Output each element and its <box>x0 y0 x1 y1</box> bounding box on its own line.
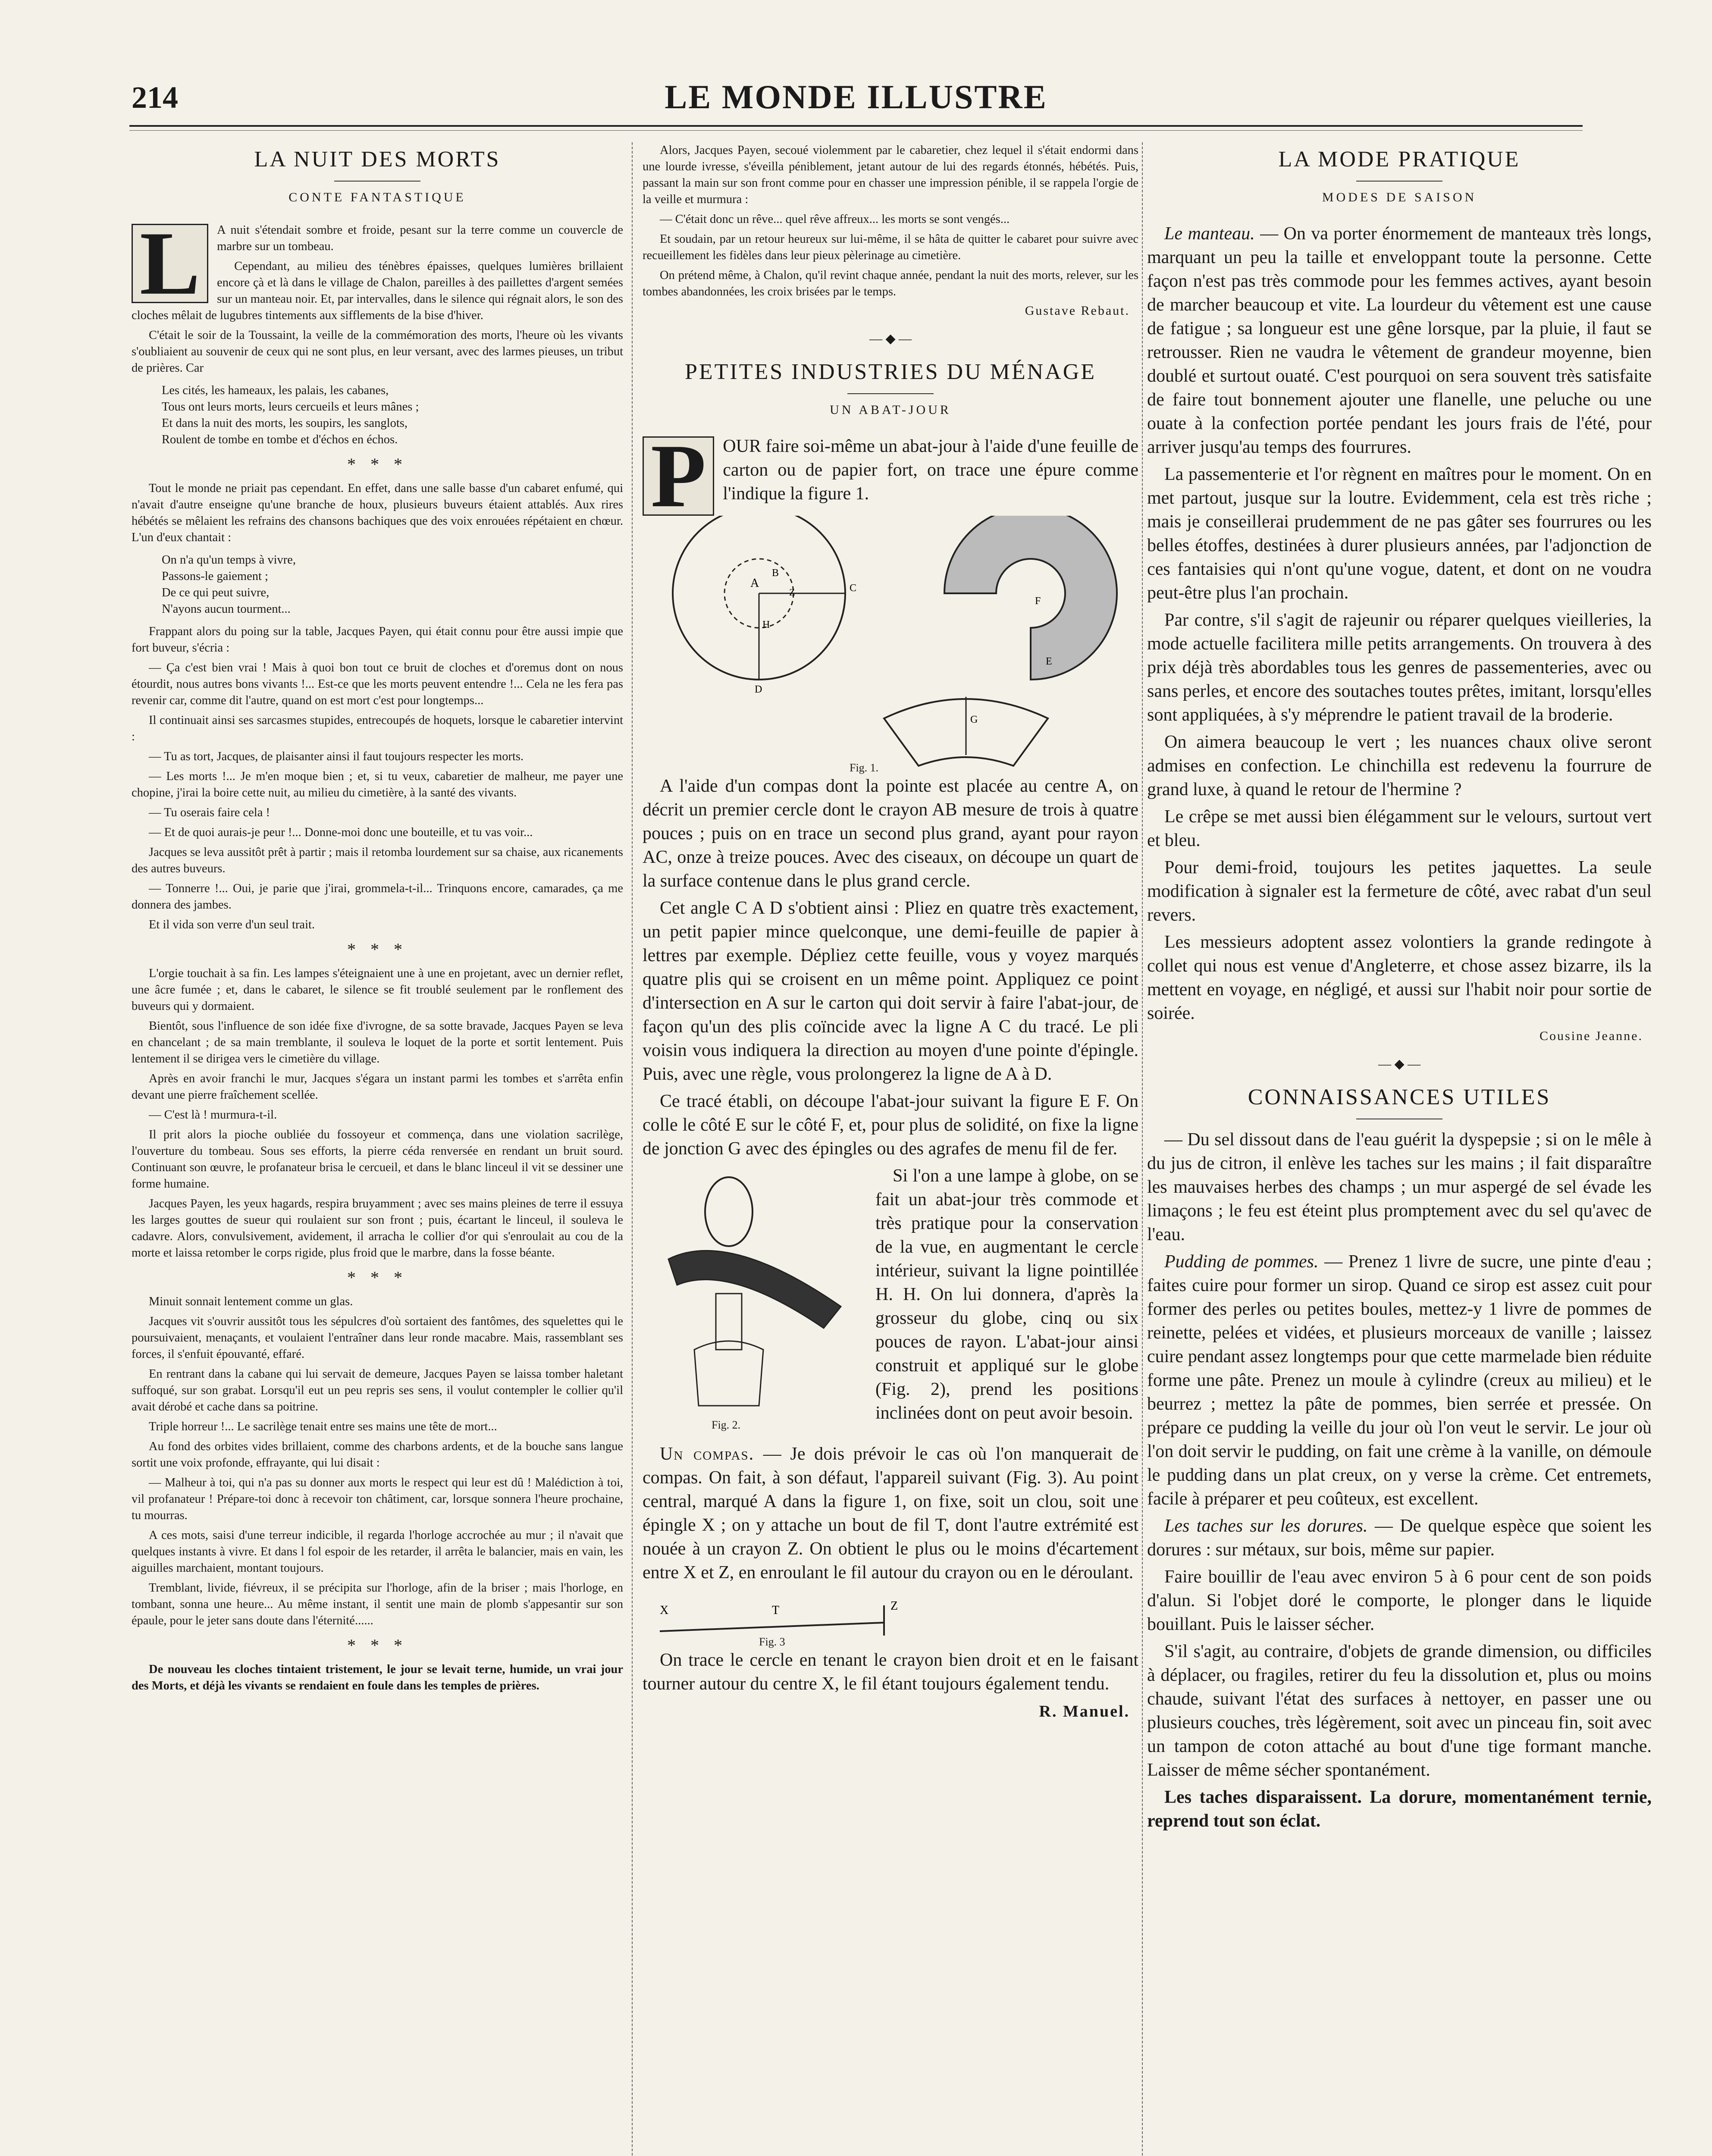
verse-line: N'ayons aucun tourment... <box>162 602 291 616</box>
section-stars: * * * <box>347 940 408 959</box>
paragraph: — Tu oserais faire cela ! <box>149 806 270 819</box>
verse-line: Passons-le gaiement ; <box>162 570 268 583</box>
figure-2 <box>643 1164 875 1442</box>
figure-caption: Fig. 1. <box>850 761 879 774</box>
verse-line: Roulent de tombe en tombe et d'échos en échos. <box>162 433 398 446</box>
lead-in: Le manteau. <box>1164 224 1255 244</box>
paragraph: Au fond des orbites vides brillaient, comme des charbons ardents, et de la bouche sans langue sortit une voix profonde, effrayante, qui lui disait : <box>132 1440 623 1470</box>
section-stars: * * * <box>347 454 408 474</box>
verse <box>162 382 623 448</box>
author-signature: Cousine Jeanne. <box>1540 1029 1643 1043</box>
author-signature: Gustave Rebaut. <box>1025 304 1130 318</box>
fig1-label-f: F <box>1035 595 1041 607</box>
paragraph: Jacques se leva aussitôt prêt à partir ; mais il retomba lourdement sur sa chaise, aux ricanements des autres buveurs. <box>132 846 623 875</box>
paragraph: En rentrant dans la cabane qui lui servait de demeure, Jacques Payen se laissa tomber haletant suffoqué, sur son grabat. Lorsqu'il eut un peu repris ses sens, il voulut contempler le collier qu'il avait dérobé et cache dans sa poitrine. <box>132 1367 623 1413</box>
paragraph: Ce tracé établi, on découpe l'abat-jour suivant la figure E F. On colle le côté E sur le côté F, et, pour plus de solidité, on fixe la ligne de jonction G avec des épingles ou des agrafes de menu fil de fer. <box>643 1091 1138 1159</box>
paragraph: On trace le cercle en tenant le crayon bien droit et en le faisant tourner autour du centre X, le fil étant toujours également tendu. <box>643 1650 1138 1694</box>
paragraph: — Les morts !... Je m'en moque bien ; et, si tu veux, cabaretier de malheur, me payer une chopine, j'irai la boire cette nuit, au milieu du cimetière, à la santé des vivants. <box>132 770 623 799</box>
title-rule <box>847 393 934 394</box>
verse-line: Les cités, les hameaux, les palais, les cabanes, <box>162 384 389 397</box>
fig1-label-g: G <box>970 714 978 725</box>
fig1-label-e: E <box>1046 656 1052 667</box>
paragraph: A nuit s'étendait sombre et froide, pesant sur la terre comme un couvercle de marbre sur un tombeau. <box>217 223 623 253</box>
column-mode-pratique <box>1147 142 1652 2156</box>
figure-caption: Fig. 3 <box>759 1636 785 1648</box>
paragraph: A ces mots, saisi d'une terreur indicible, il regarda l'horloge accrochée au mur ; il n'avait que quelques instants à vivre. Et dans l fol espoir de les retarder, il arrêta le balancier, mais en vain, les aiguilles marchaient, montant toujours. <box>132 1529 623 1575</box>
paragraph: Jacques Payen, les yeux hagards, respira bruyamment ; avec ses mains pleines de terre il essuya les larges gouttes de sueur qui roulaient sur son front ; puis, écartant le linceul, il souleva le cadavre. Alors, convulsivement, avidement, il arracha le collier d'or qui s'enroulait au cou de la morte et laissa retomber le corps rigide, plus froid que le marbre, dans la fosse béante. <box>132 1197 623 1260</box>
paragraph: Jacques vit s'ouvrir aussitôt tous les sépulcres d'où sortaient des fantômes, des squelettes qui le poursuivaient, menaçants, et voulaient l'entraîner dans leur ronde macabre. Mais, rassemblant ses forces, il s'enfuit épouvanté, effaré. <box>132 1315 623 1361</box>
paragraph: Il prit alors la pioche oubliée du fossoyeur et commença, dans une violation sacrilège, l'ouverture du tombeau. Sous ses efforts, la pierre céda renversée en rendant un bruit sourd. Continuant son œuvre, le profanateur brisa le cercueil, et dans le blanc linceul il vit se dessiner une forme humaine. <box>132 1128 623 1191</box>
paragraph: Si l'on a une lampe à globe, on se fait un abat-jour très commode et très pratique pour la conservation de la vue, en augmentant le cercle intérieur, suivant la ligne pointillée H. H. On lui donnera, d'après la grosseur du globe, cinq ou six pouces de rayon. L'abat-jour ainsi construit et appliqué sur le globe (Fig. 2), prend les positions inclinées dont on peut avoir besoin. <box>875 1166 1138 1423</box>
lead-in: Pudding de pommes. <box>1164 1252 1319 1272</box>
masthead: LE MONDE ILLUSTRE <box>665 78 1047 116</box>
lead-in: Les taches sur les dorures. <box>1164 1516 1368 1536</box>
paragraph: Tremblant, livide, fiévreux, il se précipita sur l'horloge, afin de la briser ; mais l'horloge, en tombant, sonna une heure... Au même instant, il sentit une main de plomb s'appesantir sur son épaule, pour le jeter sans doute dans l'éternité...... <box>132 1581 623 1627</box>
article-title: LA MODE PRATIQUE <box>1278 147 1521 172</box>
header-rule <box>129 125 1583 127</box>
section-stars: * * * <box>347 1636 408 1655</box>
paragraph: Alors, Jacques Payen, secoué violemment par le cabaretier, chez lequel il s'était endormi dans une lourde ivresse, s'éveilla péniblement, jetant autour de lui des regards étonnés, hébétés. Puis, passant la main sur son front comme pour en chasser une impression pénible, il se rappela l'orgie de la veille et murmura : <box>643 144 1138 206</box>
title-rule <box>334 181 420 182</box>
verse-line: Et dans la nuit des morts, les soupirs, les sanglots, <box>162 417 408 430</box>
fig1-label-a: A <box>750 577 759 590</box>
paragraph: C'était le soir de la Toussaint, la veille de la commémoration des morts, l'heure où les vivants s'oubliaient au souvenir de ceux qui ne sont plus, en leur versant, avec des larmes pieuses, un tribut de prières. Car <box>132 329 623 375</box>
paragraph: Après en avoir franchi le mur, Jacques s'égara un instant parmi les tombes et s'arrêta enfin devant une pierre fraîchement scellée. <box>132 1072 623 1102</box>
article-title: LA NUIT DES MORTS <box>254 147 501 172</box>
drop-cap: P <box>643 436 714 516</box>
drop-cap: L <box>132 224 208 303</box>
paragraph: Il continuait ainsi ses sarcasmes stupides, entrecoupés de hoquets, lorsque le cabaretier intervint : <box>132 714 623 743</box>
paragraph: — On va porter énormement de manteaux très longs, marquant un peu la taille et enveloppant toute la personne. Cette façon n'est pas très commode pour les femmes actives, ayant besoin de marcher beaucoup et vite. La lourdeur du vêtement est une cause de fatigue ; sa longueur est une gêne lorsque, par la pluie, il faut se retrousser. Rien ne vaudra le vêtement de grandeur moyenne, bien doublé et surtout ouaté. C'est pourquoi on sera souvent très satisfaite de faire tout bonnement ajouter une flanelle, une peluche ou une ouate à la confection portée pendant les jours frais de l'été, pour arriver jusqu'au temps des fourrures. <box>1147 224 1652 457</box>
lamp-diagram <box>643 1164 875 1440</box>
paragraph: Cet angle C A D s'obtient ainsi : Pliez en quatre très exactement, un petit papier mince quelconque, une demi-feuille de papier à lettres par exemple. Dépliez cette feuille, vous y voyez marqués quatre plis qui se croisent en un même point. Appliquez ce point d'intersection en A sur le carton qui doit servir à faire l'abat-jour, de façon qu'un des plis coïncide avec la ligne A C du tracé. Le pli voisin vous indiquera la direction au moyen d'une pointe d'épingle. Puis, avec une règle, vous prolongerez la ligne de A à D. <box>643 898 1138 1084</box>
paragraph: Les messieurs adoptent assez volontiers la grande redingote à collet qui nous est venue d'Angleterre, et chose assez bizarre, ils la mettent en voyage, en négligé, et aussi sur l'habit noir pour sortie de soirée. <box>1147 932 1652 1023</box>
article-subtitle: CONTE FANTASTIQUE <box>288 190 466 204</box>
section-stars: * * * <box>347 1268 408 1287</box>
ornament: — ◆ — <box>869 332 912 346</box>
abat-jour-diagram <box>643 516 1138 774</box>
verse-line: De ce qui peut suivre, <box>162 586 270 599</box>
column-petites-industries <box>643 142 1138 2156</box>
paragraph: — Prenez 1 livre de sucre, une pinte d'eau ; faites cuire pour former un sirop. Quand ce sirop est assez cuit pour former des perles ou petites boules, mettez-y 1 livre de pommes de reinette, pelées et vidées, et plusieurs morceaux de vanille ; laissez cuire pendant assez longtemps pour que cette marmelade bien réduite forme une pâte. Prenez un moule à cylindre (creux au milieu) et le beurrez ; mettez la pâte de pommes, bien serrée et pressée. On prépare ce pudding la veille du jour où l'on veut le servir. Le jour où l'on doit servir le pudding, on fait une crème à la vanille, on démoule le pudding dans un plat creux, on y verse la crème. Cet entremets, facile à préparer et peu coûteux, est excellent. <box>1147 1252 1652 1509</box>
paragraph: — Ça c'est bien vrai ! Mais à quoi bon tout ce bruit de cloches et d'oremus dont on nous étourdit, nous autres bons vivants !... Est-ce que les morts peuvent entendre !... Cela ne les fera pas revenir car, comme dit l'autre, quand on est mort c'est pour longtemps... <box>132 661 623 707</box>
paragraph: — Tonnerre !... Oui, je parie que j'irai, grommela-t-il... Trinquons encore, camarades, ça me donnera des jambes. <box>132 882 623 912</box>
paragraph: — Et de quoi aurais-je peur !... Donne-moi donc une bouteille, et tu vas voir... <box>149 826 533 839</box>
fig3-label-z: Z <box>890 1599 898 1613</box>
paragraph: Pour demi-froid, toujours les petites jaquettes. La seule modification à signaler est la fermeture de côté, avec rabat d'un seul revers. <box>1147 858 1652 925</box>
column-nuit-des-morts <box>132 142 623 2156</box>
article-title: PETITES INDUSTRIES DU MÉNAGE <box>684 360 1097 384</box>
paragraph: — Je dois prévoir le cas où l'on manquerait de compas. On fait, à son défaut, l'appareil suivant (Fig. 3). Au point central, marqué A dans la figure 1, on fixe, soit un clou, soit une épingle X ; on y attache un bout de fil T, dont l'autre extrémité est nouée à un crayon Z. On obtient le plus ou le moins d'écartement entre X et Z, en enroulant le fil autour du crayon ou en le déroulant. <box>643 1444 1138 1583</box>
paragraph: S'il s'agit, au contraire, d'objets de grande dimension, ou difficiles à déplacer, ou fragiles, retirer du feu la dissolution et, plus ou moins chaude, suivant l'état des surfaces à nettoyer, en passer une ou plusieurs couches, très légèrement, soit avec un pinceau fin, soit avec un tampon de coton attaché au bout d'une tige formant manche. Laisser de même sécher spontanément. <box>1147 1642 1652 1780</box>
paragraph: Par contre, s'il s'agit de rajeunir ou réparer quelques vieilleries, la mode actuelle facilitera mille petits arrangements. On trouvera à des prix déjà très abordables tous les genres de passementeries, avec ou sans perles, et encore des soutaches toutes prêtes, imitant, lorsqu'elles sont appliquées, à s'y méprendre le patient travail de la broderie. <box>1147 610 1652 725</box>
paragraph: Triple horreur !... Le sacrilège tenait entre ses mains une tête de mort... <box>149 1420 497 1433</box>
paragraph: Et soudain, par un retour heureux sur lui-même, il se hâta de quitter le cabaret pour suivre avec recueillement les fidèles dans leur pieux pèlerinage au cimetière. <box>643 232 1138 262</box>
fig1-label-h: H <box>762 619 770 630</box>
paragraph: — De quelque espèce que soient les dorures : sur métaux, sur bois, même sur papier. <box>1147 1516 1652 1560</box>
column-divider-1 <box>632 142 633 2156</box>
ornament: — ◆ — <box>1378 1057 1421 1071</box>
figure-1 <box>643 516 1138 774</box>
title-rule <box>1356 181 1442 182</box>
article-title: CONNAISSANCES UTILES <box>1248 1085 1551 1109</box>
paragraph: La passementerie et l'or règnent en maîtres pour le moment. On en met partout, jusque sur la loutre. Evidemment, cela est très riche ; mais je conseillerai prudemment de ne pas gâter ses fourrures ou les belles étoffes, destinées à durer plusieurs années, par l'adjonction de ces fantaisies qui n'ont qu'une vogue, datent, et dont on ne voudra peut-être plus l'an prochain. <box>1147 464 1652 603</box>
fig1-label-b: B <box>772 567 779 579</box>
paragraph: OUR faire soi-même un abat-jour à l'aide d'une feuille de carton ou de papier fort, on trace une épure comme l'indique la figure 1. <box>723 436 1138 504</box>
paragraph: Frappant alors du poing sur la table, Jacques Payen, qui était connu pour être aussi impie que fort buveur, s'écria : <box>132 625 623 655</box>
fig3-label-t: T <box>772 1604 780 1617</box>
lead-in: Un compas. <box>660 1444 755 1464</box>
paragraph: On aimera beaucoup le vert ; les nuances chaux olive seront admises en confection. Le chinchilla est redevenu la fourrure de grand luxe, à quand le retour de l'hermine ? <box>1147 732 1652 799</box>
fig1-label-c: C <box>850 583 857 594</box>
paragraph: — Du sel dissout dans de l'eau guérit la dyspepsie ; si on le mêle à du jus de citron, il enlève les taches sur les mains ; il fait disparaître les mauvaises herbes des champs ; un mur aspergé de sel évade les limaçons ; le feu est éteint plus promptement avec du sel qu'avec de l'eau. <box>1147 1130 1652 1244</box>
paragraph: Et il vida son verre d'un seul trait. <box>149 918 315 931</box>
header-rule-thin <box>129 130 1583 131</box>
paragraph: — Malheur à toi, qui n'a pas su donner aux morts le respect qui leur est dû ! Malédiction à toi, vil profanateur ! Prépare-toi donc à recevoir ton châtiment, car, lorsque sonnera l'heure prochaine, tu mourras. <box>132 1476 623 1522</box>
article-subtitle: UN ABAT-JOUR <box>830 403 951 417</box>
paragraph: — Tu as tort, Jacques, de plaisanter ainsi il faut toujours respecter les morts. <box>149 750 524 763</box>
paragraph: Cependant, au milieu des ténèbres épaisses, quelques lumières brillaient encore çà et là dans le village de Chalon, pareilles à des paillettes d'argent semées sur un manteau noir. Et, par intervalles, dans le silence qui régnait alors, le son des cloches mêlait de lugubres tintements aux sifflements de la bise d'hiver. <box>132 260 623 322</box>
fig1-label-d: D <box>755 684 762 695</box>
paragraph: Faire bouillir de l'eau avec environ 5 à 6 pour cent de son poids d'alun. Si l'objet doré le comporte, le plonger dans le liquide bouillant. Puis le laisser sécher. <box>1147 1567 1652 1634</box>
verse-line: On n'a qu'un temps à vivre, <box>162 553 296 567</box>
paragraph: Tout le monde ne priait pas cependant. En effet, dans une salle basse d'un cabaret enfumé, qui n'avait d'autre enseigne qu'une branche de houx, plusieurs buveurs étaient attablés. Aux rires hébétés se mêlaient les refrains des chansons bachiques que des voix enrouées répétaient en chœur. L'un d'eux chantait : <box>132 482 623 544</box>
verse <box>162 552 623 617</box>
fig1-label-z: Z <box>789 587 795 598</box>
figure-2-block <box>643 1164 1138 1442</box>
paragraph: On prétend même, à Chalon, qu'il revint chaque année, pendant la nuit des morts, relever, sur les tombes abandonnées, les croix brisées par le temps. <box>643 269 1138 298</box>
verse-line: Tous ont leurs morts, leurs cercueils et leurs mânes ; <box>162 400 419 414</box>
author-signature: R. Manuel. <box>1039 1702 1130 1720</box>
column-divider-2 <box>1142 142 1143 2156</box>
figure-3 <box>643 1588 1138 1648</box>
paragraph: Le crêpe se met aussi bien élégamment sur le velours, surtout vert et bleu. <box>1147 807 1652 850</box>
figure-caption: Fig. 2. <box>712 1419 741 1431</box>
article-subtitle: MODES DE SAISON <box>1322 190 1477 204</box>
paragraph: L'orgie touchait à sa fin. Les lampes s'éteignaient une à une en projetant, avec un dernier reflet, une âcre fumée ; et, dans le cabaret, le silence se fit troublé seulement par le ronflement des buveurs qui y dormaient. <box>132 967 623 1013</box>
paragraph: A l'aide d'un compas dont la pointe est placée au centre A, on décrit un premier cercle dont le crayon AB mesure de trois à quatre pouces ; puis on en trace un second plus grand, ayant pour rayon AC, onze à treize pouces. Avec des ciseaux, on découpe un quart de la surface contenue dans le plus grand cercle. <box>643 776 1138 891</box>
paragraph: — C'était donc un rêve... quel rêve affreux... les morts se sont vengés... <box>660 213 1010 226</box>
fig3-label-x: X <box>660 1604 669 1617</box>
paragraph: — C'est là ! murmura-t-il. <box>149 1108 277 1122</box>
paragraph: De nouveau les cloches tintaient tristement, le jour se levait terne, humide, un vrai jour des Morts, et déjà les vivants se rendaient en foule dans les temples de prières. <box>132 1663 623 1692</box>
paragraph: Minuit sonnait lentement comme un glas. <box>149 1295 353 1308</box>
paragraph: Bientôt, sous l'influence de son idée fixe d'ivrogne, de sa sotte bravade, Jacques Payen se leva en chancelant ; de sa main tremblante, il souleva le loquet de la porte et sortit lentement. Puis lentement il se dirigea vers le cimetière du village. <box>132 1019 623 1065</box>
page-number: 214 <box>132 80 178 115</box>
paragraph: Les taches disparaissent. La dorure, momentanément ternie, reprend tout son éclat. <box>1147 1787 1652 1831</box>
